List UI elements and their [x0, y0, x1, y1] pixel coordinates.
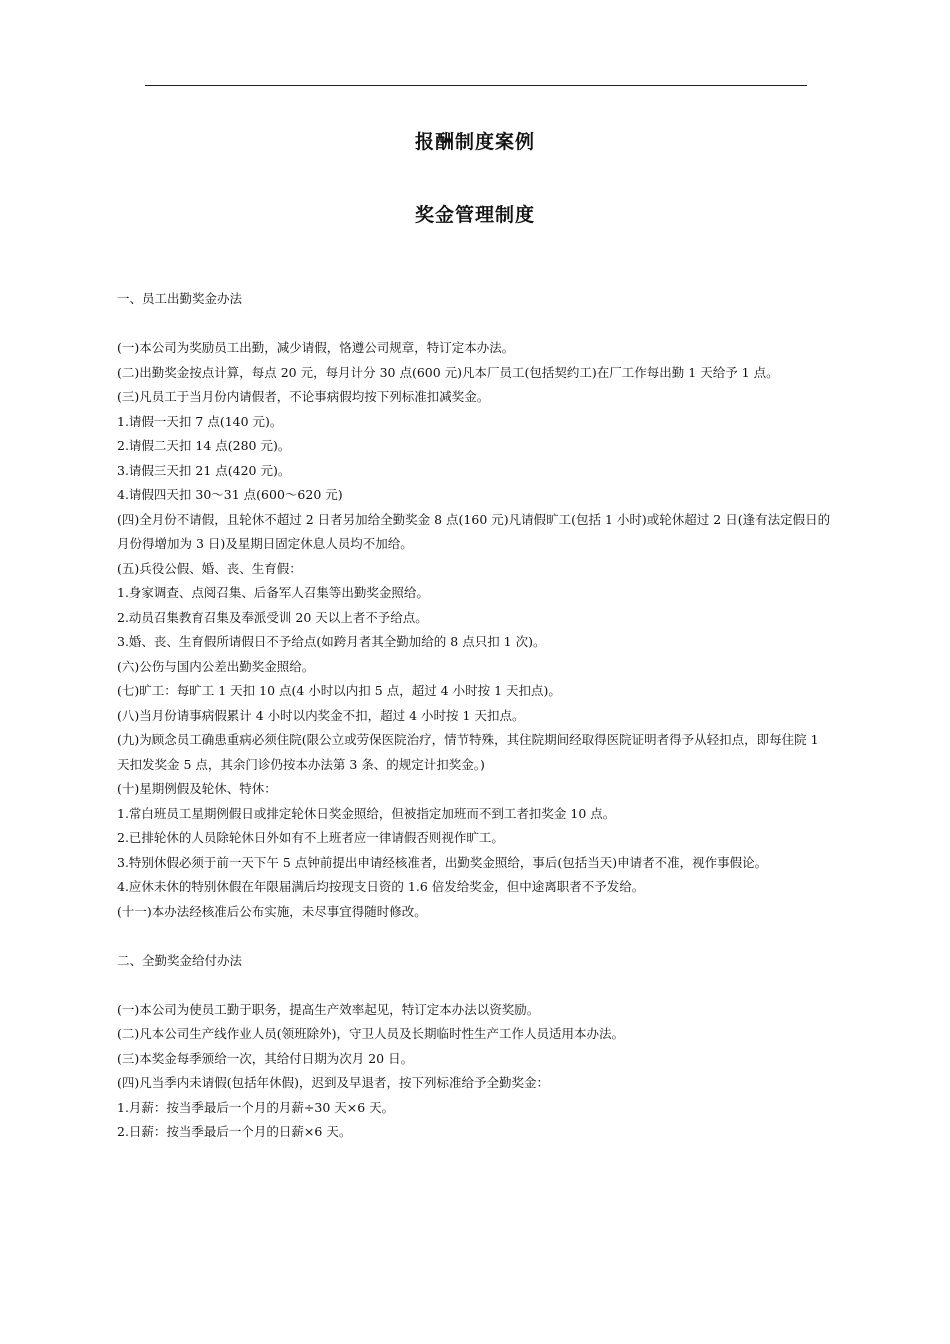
paragraph: 3.特别休假必须于前一天下午 5 点钟前提出申请经核准者，出勤奖金照给，事后(包括当天)申请者不准，视作事假论。 — [117, 854, 768, 870]
paragraph: (七)旷工：每旷工 1 天扣 10 点(4 小时以内扣 5 点，超过 4 小时按 1 天扣点)。 — [117, 683, 561, 698]
document-subtitle: 奖金管理制度 — [414, 204, 535, 226]
paragraph: 2.请假二天扣 14 点(280 元)。 — [117, 438, 291, 453]
spacer — [117, 973, 833, 998]
paragraph: 2.日薪：按当季最后一个月的日薪×6 天。 — [117, 1124, 352, 1139]
paragraph: (十)星期例假及轮休、特休： — [117, 781, 277, 796]
paragraph: 2.已排轮休的人员除轮休日外如有不上班者应一律请假否则视作旷工。 — [117, 830, 504, 845]
paragraph: (三)本奖金每季颁给一次，其给付日期为次月 20 日。 — [117, 1050, 414, 1066]
paragraph: 3.请假三天扣 21 点(420 元)。 — [117, 462, 291, 478]
paragraph: (一)本公司为奖励员工出勤，减少请假，恪遵公司规章，特订定本办法。 — [117, 340, 515, 355]
paragraph: (八)当月份请事病假累计 4 小时以内奖金不扣，超过 4 小时按 1 天扣点。 — [117, 707, 525, 723]
paragraph: 1.请假一天扣 7 点(140 元)。 — [117, 413, 283, 429]
paragraph: (九)为顾念员工确患重病必须住院(限公立或劳保医院治疗，情节特殊，其住院期间经取得医院证明者得予从轻扣点，即每住院 1 天扣发奖金 5 点，其余门诊仍按本办法第 3 条、的规定计扣奖金。) — [117, 732, 819, 772]
document-title: 报酬制度案例 — [414, 131, 535, 153]
paragraph: (十一)本办法经核准后公布实施，未尽事宜得随时修改。 — [117, 903, 427, 919]
paragraph: (一)本公司为使员工勤于职务，提高生产效率起见，特订定本办法以资奖励。 — [117, 1001, 540, 1017]
paragraph: 1.月薪：按当季最后一个月的月薪÷30 天×6 天。 — [117, 1099, 395, 1115]
header-rule — [145, 85, 807, 86]
paragraph: 4.应休未休的特别休假在年限届满后均按现支日资的 1.6 倍发给奖金，但中途离职者不予发给。 — [117, 879, 645, 894]
spacer — [117, 312, 833, 337]
paragraph: (二)出勤奖金按点计算，每点 20 元，每月计分 30 点(600 元)凡本厂员工(包括契约工)在厂工作每出勤 1 天给予 1 点。 — [117, 364, 779, 380]
paragraph: 2.动员召集教育召集及奉派受训 20 天以上者不予给点。 — [117, 609, 428, 625]
section-heading: 一、员工出勤奖金办法 — [117, 291, 243, 306]
paragraph: 4.请假四天扣 30～31 点(600～620 元) — [117, 487, 343, 502]
paragraph: 3.婚、丧、生育假所请假日不予给点(如跨月者其全勤加给的 8 点只扣 1 次)。 — [117, 634, 546, 649]
spacer — [117, 924, 833, 949]
paragraph: (五)兵役公假、婚、丧、生育假： — [117, 560, 302, 576]
paragraph: (六)公伤与国内公差出勤奖金照给。 — [117, 658, 315, 674]
paragraph: (四)全月份不请假，且轮休不超过 2 日者另加给全勤奖金 8 点(160 元)凡请假旷工(包括 1 小时)或轮休超过 2 日(逢有法定假日的月份得增加为 3 日)及星期日固定休息人员均不加给。 — [117, 511, 831, 551]
paragraph: (三)凡员工于当月份内请假者，不论事病假均按下列标准扣减奖金。 — [117, 389, 490, 404]
section-heading: 二、全勤奖金给付办法 — [117, 952, 243, 968]
paragraph: 1.常白班员工星期例假日或排定轮休日奖金照给，但被指定加班而不到工者扣奖金 10 点。 — [117, 805, 616, 821]
paragraph: (二)凡本公司生产线作业人员(领班除外)，守卫人员及长期临时性生产工作人员适用本办法。 — [117, 1026, 625, 1041]
paragraph: 1.身家调查、点阅召集、后备军人召集等出勤奖金照给。 — [117, 585, 429, 600]
document-body — [117, 287, 833, 1145]
paragraph: (四)凡当季内未请假(包括年休假)，迟到及早退者，按下列标准给予全勤奖金： — [117, 1075, 550, 1090]
